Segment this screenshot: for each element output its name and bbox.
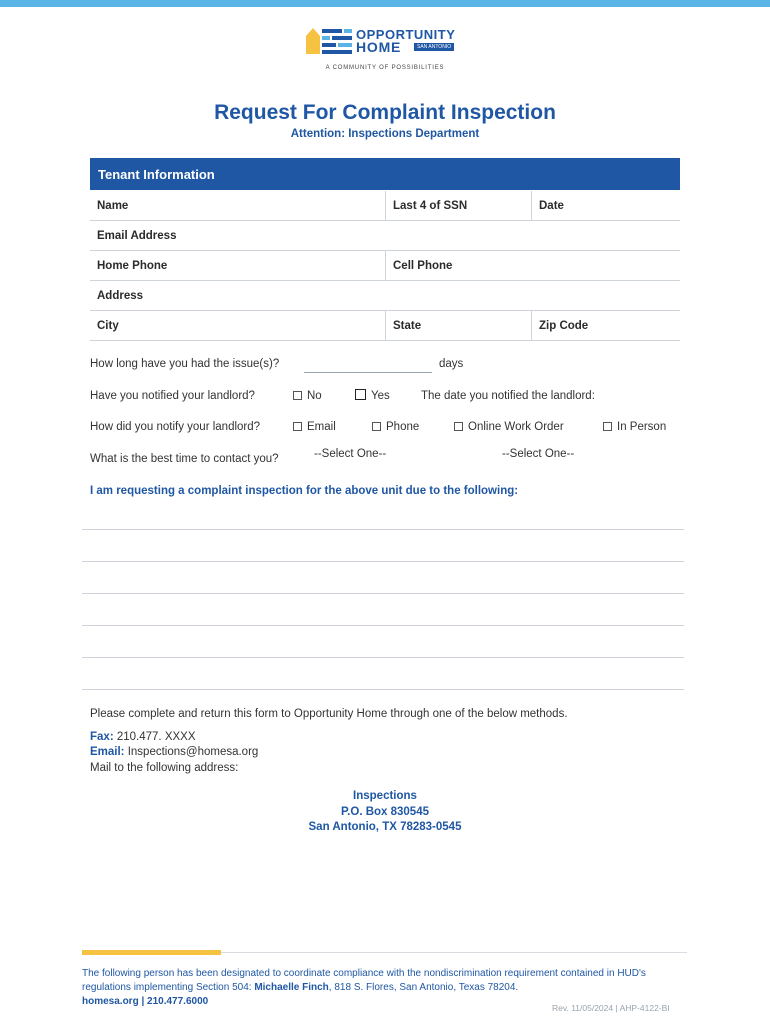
state-field[interactable]	[385, 311, 531, 341]
days-label: days	[439, 358, 464, 370]
footer-site-phone: homesa.org | 210.477.6000	[82, 996, 209, 1007]
fax-line	[90, 731, 196, 743]
yes-label: Yes	[371, 390, 390, 402]
mail-address-line-1: Inspections	[353, 790, 417, 802]
email-contact-label: Email:	[90, 746, 125, 758]
email-line	[90, 746, 258, 758]
mail-address-line-2: P.O. Box 830545	[340, 806, 429, 818]
cell-phone-label: Cell Phone	[393, 260, 453, 272]
home-phone-label: Home Phone	[97, 260, 168, 272]
email-field[interactable]	[90, 221, 680, 251]
best-time-select-1[interactable]: --Select One--	[314, 448, 387, 460]
notified-yes-checkbox[interactable]	[355, 389, 390, 402]
city-field[interactable]	[90, 311, 385, 341]
footer-coordinator: Michaelle Finch	[254, 982, 329, 993]
logo-text-opportunity: OPPORTUNITY	[356, 27, 456, 42]
complaint-line-6[interactable]	[82, 689, 684, 690]
form-subtitle: Attention: Inspections Department	[290, 128, 480, 140]
notified-question: Have you notified your landlord?	[90, 390, 255, 402]
return-instructions: Please complete and return this form to Opportunity Home through one of the below methods.	[90, 708, 568, 720]
in-person-option-label: In Person	[617, 421, 667, 433]
complaint-line-5[interactable]	[82, 657, 684, 658]
date-label: Date	[539, 200, 564, 212]
home-phone-field[interactable]	[90, 251, 385, 281]
tenant-row-phone	[90, 251, 680, 281]
checkbox-icon	[603, 422, 612, 431]
logo-tagline: A COMMUNITY OF POSSIBILITIES	[325, 65, 445, 71]
checkbox-icon	[293, 391, 302, 400]
zip-label: Zip Code	[539, 320, 589, 332]
tenant-row-email	[90, 221, 680, 251]
logo-text-home: HOME	[356, 39, 402, 55]
city-label: City	[97, 320, 119, 332]
notified-no-checkbox[interactable]	[293, 390, 322, 402]
notify-online-checkbox[interactable]	[454, 421, 564, 433]
ssn-field[interactable]	[385, 191, 531, 221]
issue-duration-question: How long have you had the issue(s)?	[90, 358, 280, 370]
ssn-label: Last 4 of SSN	[393, 200, 468, 212]
no-label: No	[307, 390, 322, 402]
form-title: Request For Complaint Inspection	[214, 101, 556, 124]
notified-date-label: The date you notified the landlord:	[421, 390, 595, 402]
request-statement: I am requesting a complaint inspection for the above unit due to the following:	[90, 485, 519, 497]
checkbox-icon	[372, 422, 381, 431]
tenant-information-header: Tenant Information	[90, 158, 680, 190]
notify-phone-checkbox[interactable]	[372, 421, 419, 433]
how-notify-question: How did you notify your landlord?	[90, 421, 261, 433]
fax-value: 210.477. XXXX	[116, 731, 196, 743]
tenant-row-address	[90, 281, 680, 311]
email-option-label: Email	[307, 421, 336, 433]
mail-address-line-3: San Antonio, TX 78283-0545	[308, 821, 462, 833]
footer-text-part1: The following person has been designated to coordinate compliance with the nondiscrimination requirement contained in HUD's regulations implementing Section 504:	[82, 968, 646, 993]
revision-info: Rev. 11/05/2024 | AHP-4122-BI	[552, 1003, 670, 1013]
state-label: State	[393, 320, 422, 332]
complaint-line-4[interactable]	[82, 625, 684, 626]
top-accent-bar	[0, 0, 770, 7]
issue-duration-input[interactable]	[304, 372, 432, 373]
date-field[interactable]	[531, 191, 680, 221]
address-field[interactable]	[90, 281, 680, 311]
logo-badge-san-antonio: SAN ANTONIO	[414, 43, 454, 51]
name-field[interactable]	[90, 191, 385, 221]
address-label: Address	[97, 290, 144, 302]
notify-email-checkbox[interactable]	[293, 421, 336, 433]
tenant-row-city	[90, 311, 680, 341]
checkbox-icon	[355, 389, 366, 400]
notify-in-person-checkbox[interactable]	[603, 421, 666, 433]
house-logo-icon	[306, 26, 354, 56]
footer-text-part2: , 818 S. Flores, San Antonio, Texas 78204.	[328, 982, 519, 993]
best-time-question: What is the best time to contact you?	[90, 453, 279, 465]
email-value: Inspections@homesa.org	[127, 746, 259, 758]
cell-phone-field[interactable]	[385, 251, 680, 281]
online-option-label: Online Work Order	[468, 421, 564, 433]
fax-label: Fax:	[90, 731, 114, 743]
zip-field[interactable]	[531, 311, 680, 341]
footer-gold-accent	[82, 950, 221, 955]
complaint-line-2[interactable]	[82, 561, 684, 562]
name-label: Name	[97, 200, 129, 212]
mail-instruction: Mail to the following address:	[90, 762, 239, 774]
checkbox-icon	[454, 422, 463, 431]
complaint-line-1[interactable]	[82, 529, 684, 530]
best-time-select-2[interactable]: --Select One--	[502, 448, 575, 460]
tenant-row-name	[90, 191, 680, 221]
complaint-line-3[interactable]	[82, 593, 684, 594]
checkbox-icon	[293, 422, 302, 431]
phone-option-label: Phone	[386, 421, 420, 433]
footer-notice	[82, 967, 687, 995]
email-label: Email Address	[97, 230, 177, 242]
